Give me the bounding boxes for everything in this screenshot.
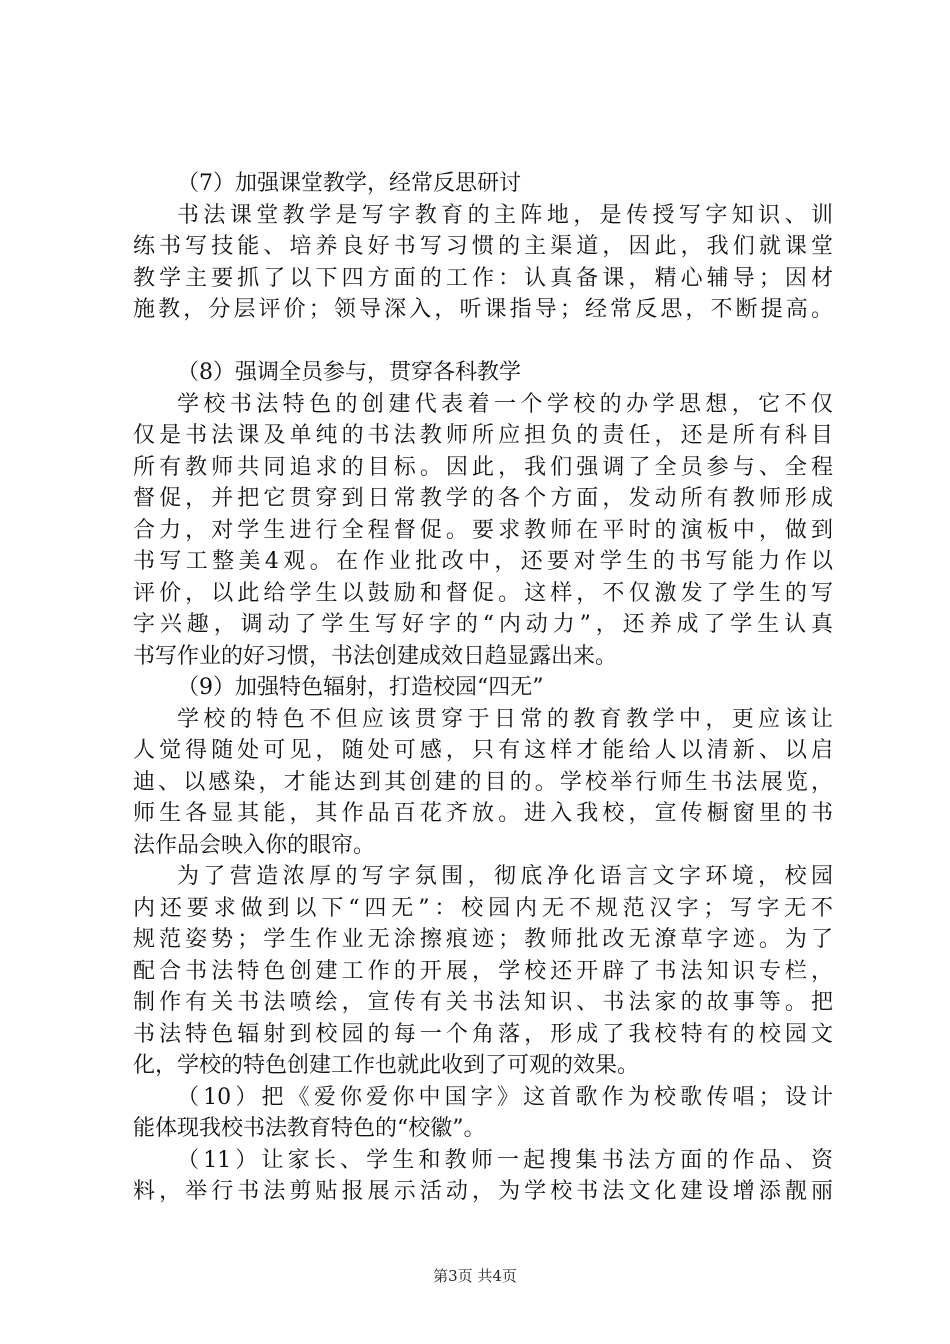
paragraph-line: 书法特色辐射到校园的每一个角落，形成了我校特有的校园文 bbox=[133, 1021, 833, 1047]
paragraph-line: 教学主要抓了以下四方面的工作：认真备课，精心辅导；因材 bbox=[133, 265, 833, 291]
paragraph-line: 师生各显其能，其作品百花齐放。进入我校，宣传橱窗里的书 bbox=[133, 801, 833, 826]
paragraph-line: 合力，对学生进行全程督促。要求教师在平时的演板中，做到 bbox=[133, 517, 833, 543]
page-footer bbox=[0, 1266, 950, 1286]
item-10-line: （10）把《爱你爱你中国字》这首歌作为校歌传唱；设计 bbox=[177, 1084, 833, 1110]
page-number-label: 第3页 共4页 bbox=[433, 1267, 517, 1285]
section-heading-9: （9）加强特色辐射，打造校园“四无” bbox=[177, 675, 544, 700]
paragraph-line: 内还要求做到以下“四无”：校园内无不规范汉字；写字无不 bbox=[133, 895, 833, 921]
paragraph-line: 字兴趣，调动了学生写好字的“内动力”，还养成了学生认真 bbox=[133, 612, 833, 637]
paragraph-line: 练书写技能、培养良好书写习惯的主渠道，因此，我们就课堂 bbox=[133, 234, 833, 259]
paragraph-line: 迪、以感染，才能达到其创建的目的。学校举行师生书法展览， bbox=[133, 769, 833, 795]
paragraph-line: 学校书法特色的创建代表着一个学校的办学思想，它不仅 bbox=[177, 391, 833, 417]
paragraph-line: 评价，以此给学生以鼓励和督促。这样，不仅激发了学生的写 bbox=[133, 580, 833, 606]
paragraph-line: 书写工整美4观。在作业批改中，还要对学生的书写能力作以 bbox=[133, 549, 833, 574]
item-11-line: （11）让家长、学生和教师一起搜集书法方面的作品、资 bbox=[177, 1147, 833, 1173]
paragraph-line: 书写作业的好习惯，书法创建成效日趋显露出来。 bbox=[133, 643, 618, 669]
document-body bbox=[133, 168, 833, 1208]
paragraph-line: 施教，分层评价；领导深入，听课指导；经常反思，不断提高。 bbox=[133, 297, 833, 322]
paragraph-line: 法作品会映入你的眼帘。 bbox=[133, 832, 376, 858]
paragraph-line: 化，学校的特色创建工作也就此收到了可观的效果。 bbox=[133, 1053, 640, 1078]
paragraph-line: 配合书法特色创建工作的开展，学校还开辟了书法知识专栏， bbox=[133, 958, 833, 984]
paragraph-line: 规范姿势；学生作业无涂擦痕迹；教师批改无潦草字迹。为了 bbox=[133, 927, 833, 952]
paragraph-line: 所有教师共同追求的目标。因此，我们强调了全员参与、全程 bbox=[133, 454, 833, 480]
paragraph-line: 书法课堂教学是写字教育的主阵地，是传授写字知识、训 bbox=[177, 202, 833, 228]
paragraph-line: 督促，并把它贯穿到日常教学的各个方面，发动所有教师形成 bbox=[133, 486, 833, 511]
paragraph-line: 人觉得随处可见，随处可感，只有这样才能给人以清新、以启 bbox=[133, 738, 833, 763]
section-heading-7: （7）加强课堂教学，经常反思研讨 bbox=[177, 171, 521, 196]
item-11-line: 料，举行书法剪贴报展示活动，为学校书法文化建设增添靓丽 bbox=[133, 1179, 833, 1204]
item-10-line: 能体现我校书法教育特色的“校徽”。 bbox=[133, 1116, 486, 1141]
paragraph-gap bbox=[133, 326, 833, 358]
paragraph-line: 制作有关书法喷绘，宣传有关书法知识、书法家的故事等。把 bbox=[133, 990, 833, 1015]
paragraph-line: 学校的特色不但应该贯穿于日常的教育教学中，更应该让 bbox=[177, 706, 833, 732]
paragraph-line: 仅是书法课及单纯的书法教师所应担负的责任，还是所有科目 bbox=[133, 423, 833, 448]
section-heading-8: （8）强调全员参与，贯穿各科教学 bbox=[177, 360, 521, 385]
paragraph-line: 为了营造浓厚的写字氛围，彻底净化语言文字环境，校园 bbox=[177, 864, 833, 889]
